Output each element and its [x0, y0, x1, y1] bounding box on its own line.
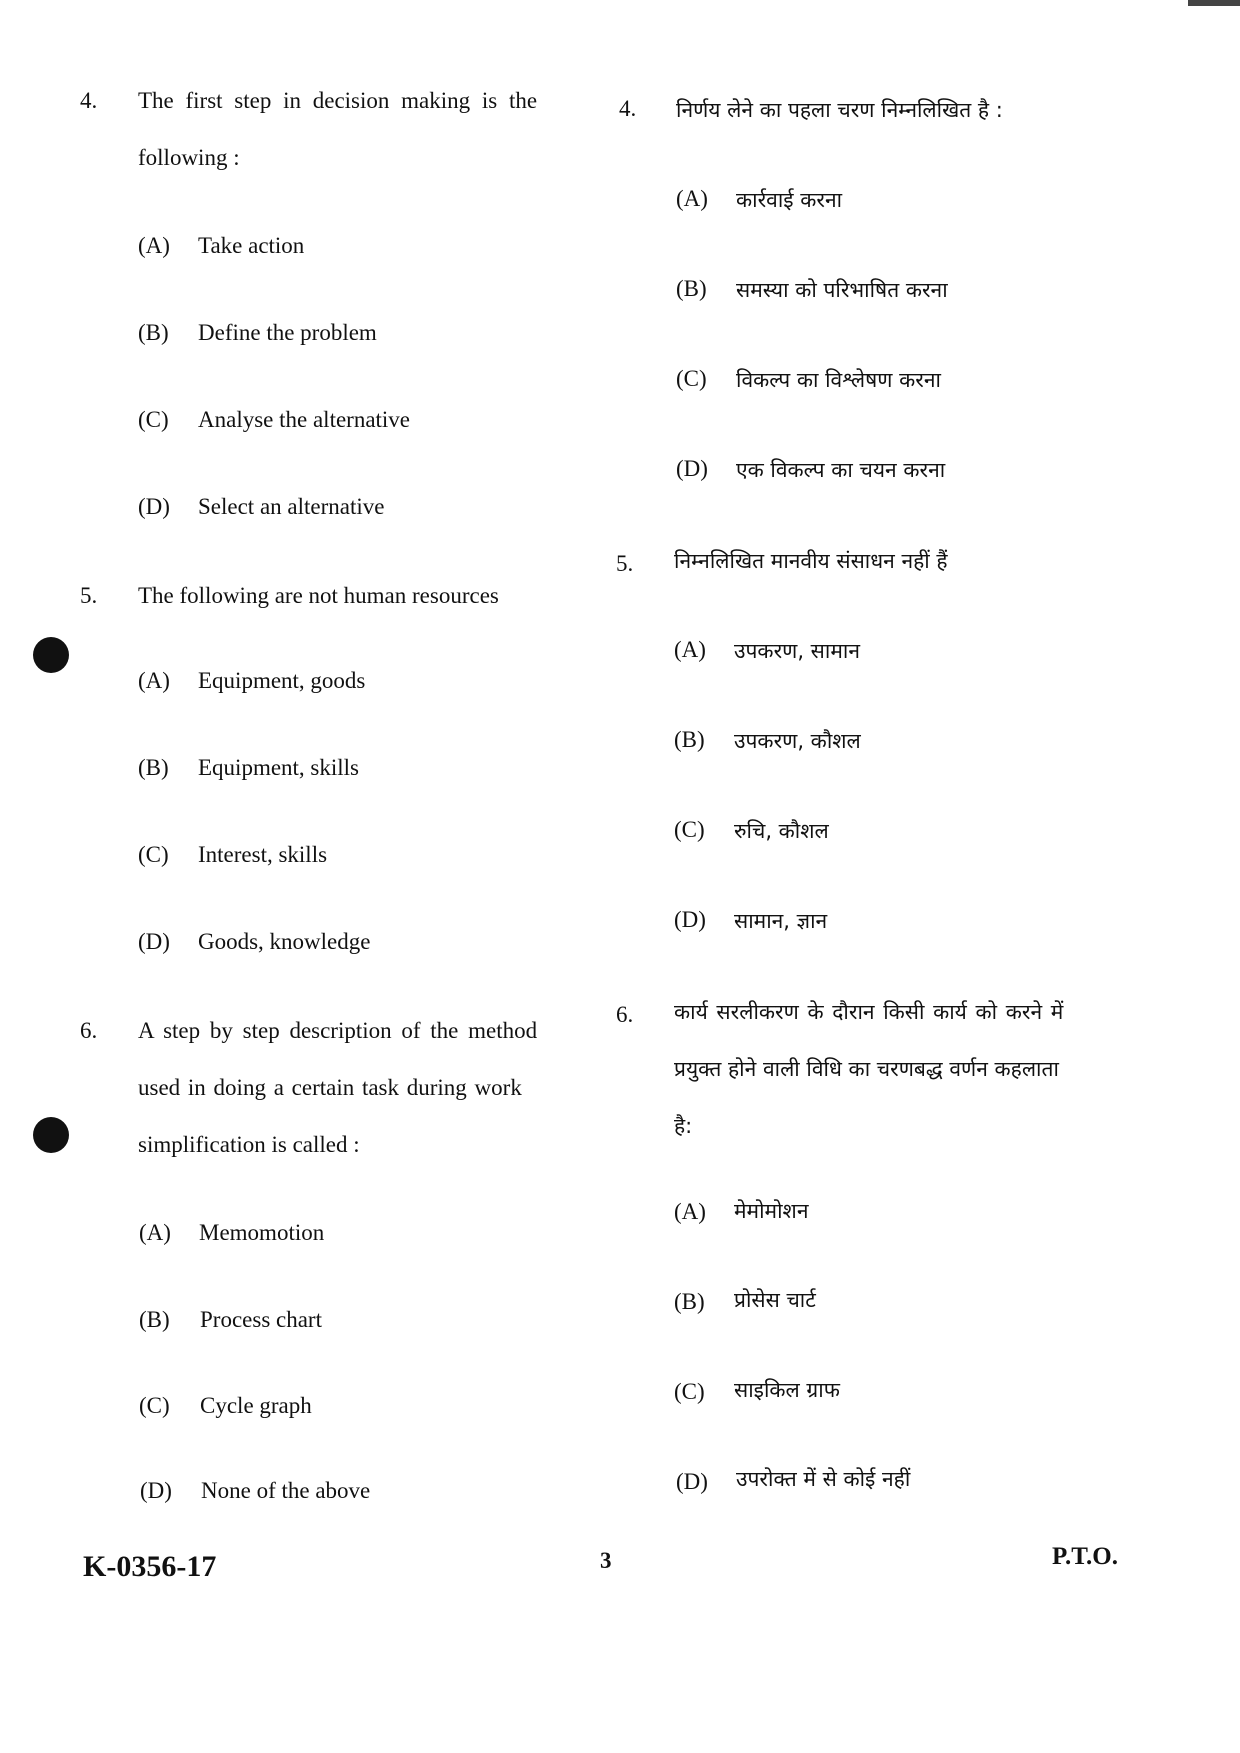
option-text: Equipment, goods [198, 668, 366, 693]
option-letter: (D) [676, 456, 708, 481]
option-text: Cycle graph [200, 1393, 312, 1418]
option-letter: (C) [674, 817, 705, 842]
question-stem-line: कार्य सरलीकरण के दौरान किसी कार्य को करने में [674, 1000, 1064, 1024]
option-letter: (D) [676, 1469, 708, 1494]
paper-code: K-0356-17 [83, 1550, 217, 1583]
question-number: 4. [619, 96, 637, 121]
binder-hole-mark-top [33, 637, 69, 673]
question-stem-line: The following are not human resources [138, 583, 499, 608]
option-letter: (A) [674, 637, 706, 662]
option-text: Equipment, skills [198, 755, 359, 780]
option-letter: (D) [140, 1478, 172, 1503]
option-text: मेमोमोशन [734, 1199, 809, 1223]
option-text: उपकरण, कौशल [734, 729, 861, 753]
option-text: उपकरण, सामान [734, 639, 860, 663]
option-text: Define the problem [198, 320, 377, 345]
option-text: Goods, knowledge [198, 929, 371, 954]
question-stem-line: प्रयुक्त होने वाली विधि का चरणबद्ध वर्णन कहलाता [674, 1057, 1059, 1081]
question-stem-line: used in doing a certain task during work [138, 1075, 522, 1100]
question-stem-line: निर्णय लेने का पहला चरण निम्नलिखित है : [676, 98, 1003, 122]
option-letter: (B) [138, 320, 169, 345]
option-text: Process chart [200, 1307, 322, 1332]
option-letter: (C) [139, 1393, 170, 1418]
option-letter: (B) [674, 727, 705, 752]
question-stem-line: A step by step description of the method [138, 1018, 538, 1043]
option-text: साइकिल ग्राफ [734, 1378, 840, 1402]
option-letter: (C) [138, 407, 169, 432]
question-stem-line: following : [138, 145, 240, 170]
option-letter: (B) [676, 276, 707, 301]
option-letter: (A) [674, 1199, 706, 1224]
option-text: सामान, ज्ञान [734, 909, 828, 933]
option-letter: (D) [138, 494, 170, 519]
option-text: Analyse the alternative [198, 407, 411, 432]
option-letter: (B) [674, 1289, 705, 1314]
scan-corner-mark [1188, 0, 1240, 6]
option-letter: (B) [138, 755, 169, 780]
question-number: 6. [616, 1002, 634, 1027]
option-letter: (C) [676, 366, 707, 391]
binder-hole-mark-bottom [33, 1117, 69, 1153]
page-number: 3 [600, 1548, 612, 1573]
option-letter: (A) [676, 186, 708, 211]
option-letter: (A) [139, 1220, 171, 1245]
option-letter: (D) [674, 907, 706, 932]
question-number: 6. [80, 1018, 98, 1043]
option-text: उपरोक्त में से कोई नहीं [736, 1467, 911, 1491]
question-number: 5. [80, 583, 98, 608]
option-text: Interest, skills [198, 842, 328, 867]
option-text: Select an alternative [198, 494, 385, 519]
option-letter: (A) [138, 668, 170, 693]
option-letter: (C) [674, 1379, 705, 1404]
option-text: एक विकल्प का चयन करना [736, 458, 946, 482]
option-letter: (D) [138, 929, 170, 954]
option-letter: (B) [139, 1307, 170, 1332]
question-stem-line: The first step in decision making is the [138, 88, 538, 113]
option-letter: (A) [138, 233, 170, 258]
option-text: Memomotion [199, 1220, 325, 1245]
question-stem-line: simplification is called : [138, 1132, 360, 1157]
option-text: रुचि, कौशल [734, 819, 829, 843]
please-turn-over: P.T.O. [1052, 1543, 1118, 1570]
option-text: कार्रवाई करना [736, 188, 843, 212]
question-stem-line: है: [674, 1114, 693, 1138]
question-number: 5. [616, 551, 634, 576]
option-text: विकल्प का विश्लेषण करना [736, 368, 941, 392]
question-number: 4. [80, 88, 98, 113]
option-letter: (C) [138, 842, 169, 867]
option-text: None of the above [201, 1478, 371, 1503]
option-text: प्रोसेस चार्ट [734, 1288, 816, 1312]
option-text: समस्या को परिभाषित करना [736, 278, 948, 302]
option-text: Take action [198, 233, 305, 258]
question-stem-line: निम्नलिखित मानवीय संसाधन नहीं हैं [674, 549, 948, 573]
